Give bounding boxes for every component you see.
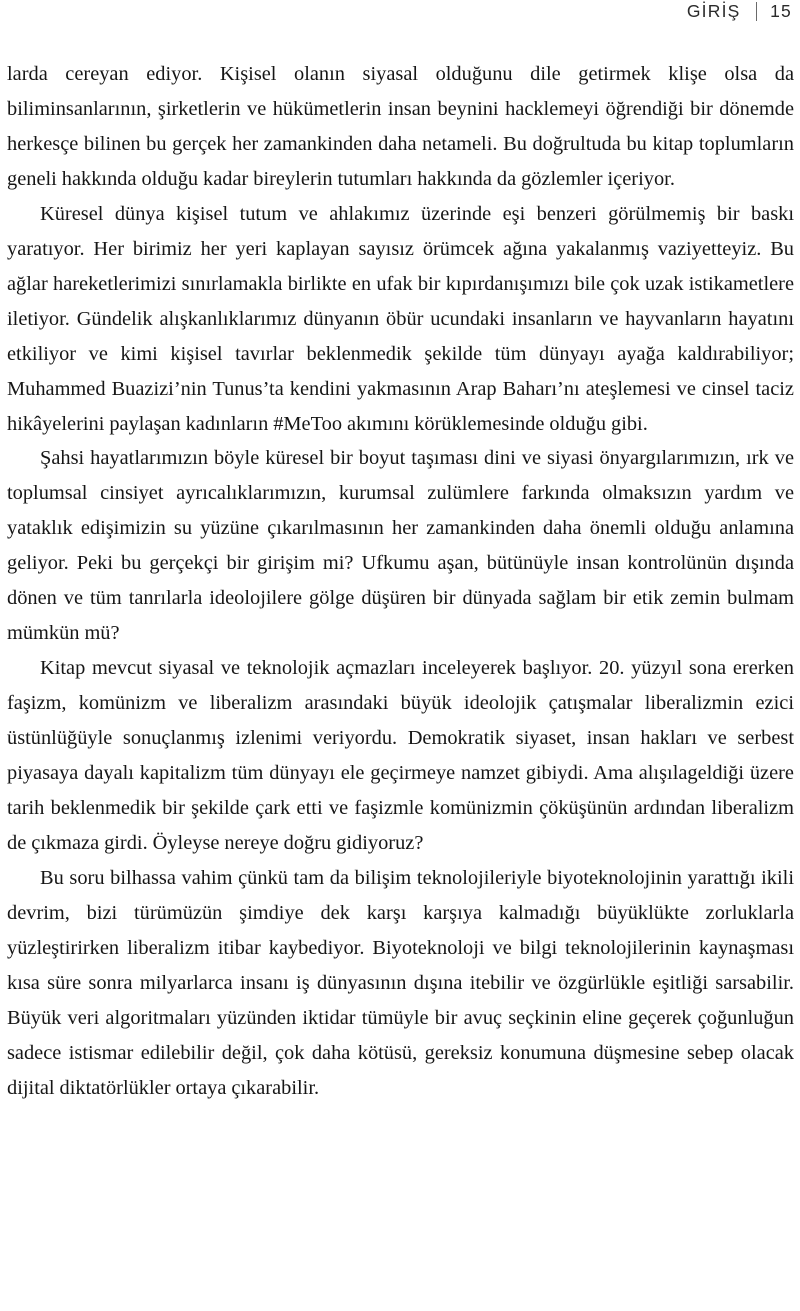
body-text-block [7, 57, 794, 1106]
paragraph: larda cereyan ediyor. Kişisel olanın siyasal olduğunu dile getirmek klişe olsa da biliminsanlarının, şirketlerin ve hükümetlerin insan beynini hacklemeyi öğrendiği bir dönemde herkesçe bilinen bu gerçek her zamankinden daha netameli. Bu doğrultuda bu kitap toplumların geneli hakkında olduğu kadar bireylerin tutumları hakkında da gözlemler içeriyor. [7, 63, 794, 190]
page-number: 15 [770, 1, 792, 21]
paragraph: Kitap mevcut siyasal ve teknolojik açmazları inceleyerek başlıyor. 20. yüzyıl sona ererken faşizm, komünizm ve liberalizm arasındaki büyük ideolojik çatışmalar liberalizmin ezici üstünlüğüyle sonuçlanmış izlenimi veriyordu. Demokratik siyaset, insan hakları ve serbest piyasaya dayalı kapitalizm tüm dünyayı ele geçirmeye namzet gibiydi. Ama alışılageldiği üzere tarih beklenmedik bir şekilde çark etti ve faşizmle komünizmin çöküşünün ardından liberalizm de çıkmaza girdi. Öyleyse nereye doğru gidiyoruz? [7, 657, 794, 854]
running-head-divider [756, 2, 758, 21]
paragraph: Küresel dünya kişisel tutum ve ahlakımız üzerinde eşi benzeri görülmemiş bir baskı yaratıyor. Her birimiz her yeri kaplayan sayısız örümcek ağına yakalanmış vaziyetteyiz. Bu ağlar hareketlerimizi sınırlamakla birlikte en ufak bir kıpırdanışımızı bile çok uzak istikametlere iletiyor. Gündelik alışkanlıklarımız dünyanın öbür ucundaki insanların ve hayvanların hayatını etkiliyor ve kimi kişisel tavırlar beklenmedik şekilde tüm dünyayı ayağa kaldırabiliyor; Muhammed Buazizi’nin Tunus’ta kendini yakmasının Arap Baharı’nı ateşlemesi ve cinsel taciz hikâyelerini paylaşan kadınların #MeToo akımını körüklemesinde olduğu gibi. [7, 202, 794, 435]
paragraph: Bu soru bilhassa vahim çünkü tam da bilişim teknolojileriyle biyoteknolojinin yarattığı ikili devrim, bizi türümüzün şimdiye dek karşı karşıya kalmadığı büyüklükte zorluklarla yüzleştirirken liberalizm itibar kaybediyor. Biyoteknoloji ve bilgi teknolojilerinin kaynaşması kısa süre sonra milyarlarca insanı iş dünyasının dışına itebilir ve özgürlükle eşitliği sarsabilir. Büyük veri algoritmaları yüzünden iktidar tümüyle bir avuç seçkinin eline geçerek çoğunluğun sadece istismar edilebilir değil, çok daha kötüsü, gereksiz konumuna düşmesine sebep olacak dijital diktatörlükler ortaya çıkarabilir. [7, 866, 794, 1099]
paragraph: Şahsi hayatlarımızın böyle küresel bir boyut taşıması dini ve siyasi önyargılarımızın, ırk ve toplumsal cinsiyet ayrıcalıklarımızın, kurumsal zulümlere farkında olmaksızın yardım ve yataklık edişimizin su yüzüne çıkarılmasının her zamankinden daha önemli olduğu anlamına geliyor. Peki bu gerçekçi bir girişim mi? Ufkumu aşan, bütünüyle insan kontrolünün dışında dönen ve tüm tanrılarla ideolojilere gölge düşüren bir dünyada sağlam bir etik zemin bulmam mümkün mü? [7, 447, 794, 645]
running-head-chapter-title: GİRİŞ [686, 1, 741, 21]
running-head [0, 0, 792, 34]
